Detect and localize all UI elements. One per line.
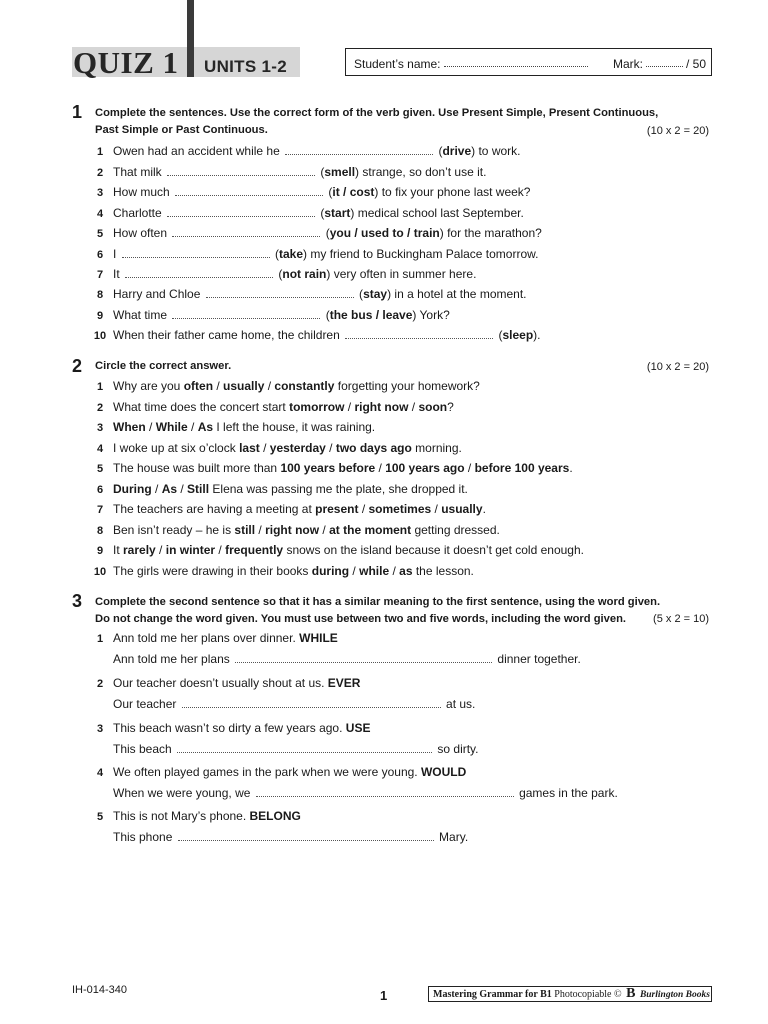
ex1-item — [87, 327, 541, 343]
publisher-logo: B — [626, 986, 636, 1001]
ex2-item — [87, 542, 584, 558]
item-text: Charlotte — [113, 206, 166, 220]
item-text: / — [349, 564, 360, 578]
ex3-item-answer — [87, 741, 479, 757]
header-divider-bar — [187, 0, 194, 77]
item-text: so dirty. — [434, 742, 479, 756]
item-number: 4 — [96, 208, 104, 220]
item-text: ) strange, so don’t use it. — [355, 165, 487, 179]
item-number: 1 — [96, 381, 104, 393]
item-text: Elena was passing me the plate, she dropped it. — [209, 482, 468, 496]
item-text: / — [319, 523, 330, 537]
item-text: ) for the marathon? — [439, 226, 542, 240]
item-text: / — [259, 441, 270, 455]
item-text: / — [264, 379, 275, 393]
item-text: Owen had an accident while he — [113, 144, 284, 158]
answer-blank[interactable] — [256, 786, 514, 797]
answer-option[interactable]: two days ago — [335, 441, 412, 455]
quiz-title: QUIZ 1 — [73, 45, 179, 80]
paren-open: ( — [317, 206, 325, 220]
item-number: 1 — [96, 633, 104, 645]
answer-blank[interactable] — [172, 226, 320, 237]
answer-blank[interactable] — [172, 308, 320, 319]
answer-option[interactable]: usually — [441, 502, 483, 516]
answer-option[interactable]: rarely — [123, 543, 156, 557]
item-text: / — [213, 379, 224, 393]
item-text: Ann told me her plans over dinner. — [113, 631, 300, 645]
answer-blank[interactable] — [122, 247, 270, 258]
item-text: ) to work. — [471, 144, 521, 158]
exercise-2-score: (10 x 2 = 20) — [646, 361, 709, 373]
mark-total: / 50 — [686, 57, 707, 71]
item-text: the lesson. — [412, 564, 474, 578]
publisher-name: Burlington Books — [639, 990, 710, 1000]
footer-code: IH-014-340 — [72, 984, 128, 996]
ex3-item-answer — [87, 785, 618, 801]
item-text: The house was built more than — [113, 461, 281, 475]
item-text: ) York? — [412, 308, 450, 322]
ex3-item-sentence — [87, 630, 338, 646]
item-text: It — [113, 543, 124, 557]
page-number: 1 — [380, 988, 388, 1003]
paren-open: ( — [325, 185, 333, 199]
ex2-item — [87, 399, 454, 415]
exercise-1-score: (10 x 2 = 20) — [646, 125, 709, 137]
item-text: ) in a hotel at the moment. — [387, 287, 527, 301]
answer-blank[interactable] — [167, 165, 315, 176]
units-subtitle: UNITS 1-2 — [204, 57, 287, 76]
item-text: That milk — [113, 165, 166, 179]
item-number: 10 — [93, 330, 107, 342]
ex1-item — [87, 286, 527, 302]
item-text: / — [358, 502, 369, 516]
paren-open: ( — [355, 287, 364, 301]
answer-option[interactable]: sometimes — [368, 502, 432, 516]
item-text: Ann told me her plans — [113, 652, 234, 666]
item-number: 3 — [96, 187, 104, 199]
answer-option[interactable]: As — [161, 482, 178, 496]
item-number: 2 — [96, 402, 104, 414]
item-text: / — [431, 502, 442, 516]
item-text: How much — [113, 185, 174, 199]
item-number: 8 — [96, 289, 104, 301]
answer-option[interactable]: soon — [418, 400, 448, 414]
item-number: 7 — [96, 504, 104, 516]
item-text: It — [113, 267, 124, 281]
ex1-item — [87, 266, 476, 282]
item-number: 5 — [96, 463, 104, 475]
item-number: 4 — [96, 443, 104, 455]
ex3-item-answer — [87, 829, 468, 845]
item-text: I woke up at six o’clock — [113, 441, 240, 455]
item-text: / — [375, 461, 386, 475]
key-word: BELONG — [249, 809, 301, 823]
student-name-label: Student’s name: — [354, 57, 441, 71]
item-text: ). — [533, 328, 541, 342]
item-text: . — [482, 502, 486, 516]
mark-field[interactable] — [646, 66, 683, 67]
item-text: / — [151, 482, 162, 496]
exercise-3-number: 3 — [72, 591, 83, 611]
exercise-3-instruction-line2: Do not change the word given. You must use between two and five words, including the word given. — [95, 613, 627, 625]
paren-open: ( — [322, 226, 330, 240]
item-text: at us. — [442, 697, 476, 711]
item-text: I — [113, 247, 120, 261]
item-text: Why are you — [113, 379, 184, 393]
answer-option[interactable]: at the moment — [329, 523, 412, 537]
item-text: ? — [447, 400, 454, 414]
item-number: 2 — [96, 167, 104, 179]
item-text: We often played games in the park when we were young. — [113, 765, 421, 779]
paren-open: ( — [271, 247, 280, 261]
paren-open: ( — [322, 308, 330, 322]
item-text: forgetting your homework? — [334, 379, 480, 393]
item-text: This beach — [113, 742, 176, 756]
answer-blank[interactable] — [235, 652, 492, 663]
item-text: This is not Mary’s phone. — [113, 809, 250, 823]
key-word: USE — [345, 721, 371, 735]
item-text: What time — [113, 308, 171, 322]
key-word: EVER — [327, 676, 361, 690]
exercise-3-score: (5 x 2 = 10) — [653, 613, 709, 625]
exercise-1-instruction: Complete the sentences. Use the correct form of the verb given. Use Present Simple, Present Continuous, Past Simple or Past Continuous. — [95, 107, 659, 136]
paren-open: ( — [317, 165, 325, 179]
ex1-item — [87, 205, 524, 221]
paren-open: ( — [275, 267, 283, 281]
item-number: 9 — [96, 310, 104, 322]
item-text: / — [145, 420, 156, 434]
verb-given: not rain — [282, 267, 327, 281]
item-text: / — [187, 420, 198, 434]
exercise-1-number: 1 — [72, 102, 83, 122]
answer-option[interactable]: last — [239, 441, 260, 455]
item-number: 3 — [96, 422, 104, 434]
item-text: Ben isn’t ready – he is — [113, 523, 235, 537]
ex1-item — [87, 184, 530, 200]
item-number: 3 — [96, 723, 104, 735]
item-text: ) very often in summer here. — [326, 267, 477, 281]
answer-blank[interactable] — [345, 328, 493, 339]
answer-option[interactable]: frequently — [225, 543, 284, 557]
item-text: / — [155, 543, 166, 557]
answer-option[interactable]: still — [234, 523, 256, 537]
ex3-item-sentence — [87, 764, 466, 780]
item-text: ) medical school last September. — [350, 206, 524, 220]
item-text: This phone — [113, 830, 176, 844]
answer-option[interactable]: 100 years before — [280, 461, 376, 475]
answer-blank[interactable] — [285, 144, 433, 155]
answer-option[interactable]: during — [311, 564, 350, 578]
verb-given: start — [324, 206, 351, 220]
item-text: How often — [113, 226, 171, 240]
ex3-item-sentence — [87, 808, 301, 824]
answer-option[interactable]: in winter — [165, 543, 216, 557]
mark-label: Mark: — [613, 57, 643, 71]
verb-given: sleep — [502, 328, 534, 342]
item-text: This beach wasn’t so dirty a few years ago. — [113, 721, 346, 735]
exercise-2-instruction: Circle the correct answer. — [95, 360, 232, 372]
key-word: WHILE — [299, 631, 338, 645]
answer-option[interactable]: While — [155, 420, 188, 434]
item-text: Our teacher doesn’t usually shout at us. — [113, 676, 328, 690]
item-text: snows on the island because it doesn’t get cold enough. — [283, 543, 584, 557]
item-text: When their father came home, the children — [113, 328, 344, 342]
item-text: The girls were drawing in their books — [113, 564, 312, 578]
answer-option[interactable]: tomorrow — [289, 400, 345, 414]
verb-given: smell — [324, 165, 356, 179]
item-text: dinner together. — [494, 652, 581, 666]
answer-blank[interactable] — [182, 697, 441, 708]
copyright-text: Photocopiable © — [554, 989, 622, 1000]
ex1-item — [87, 307, 450, 323]
item-number: 8 — [96, 525, 104, 537]
answer-option[interactable]: During — [113, 482, 152, 496]
answer-option[interactable]: usually — [223, 379, 265, 393]
item-text: Mary. — [435, 830, 469, 844]
verb-given: you / used to / train — [329, 226, 440, 240]
answer-option[interactable]: before 100 years — [474, 461, 570, 475]
answer-option[interactable]: Still — [187, 482, 210, 496]
answer-option[interactable]: yesterday — [269, 441, 326, 455]
verb-given: the bus / leave — [329, 308, 413, 322]
item-text: / — [344, 400, 355, 414]
item-text: morning. — [411, 441, 462, 455]
answer-option[interactable]: present — [315, 502, 359, 516]
student-info-box — [345, 48, 712, 76]
item-text: The teachers are having a meeting at — [113, 502, 316, 516]
ex2-item — [87, 563, 474, 579]
ex2-item — [87, 378, 480, 394]
item-number: 7 — [96, 269, 104, 281]
footer-credit-box — [428, 986, 712, 1002]
ex3-item-answer — [87, 696, 475, 712]
answer-option[interactable]: right now — [354, 400, 409, 414]
answer-option[interactable]: constantly — [274, 379, 335, 393]
ex2-item — [87, 419, 375, 435]
verb-given: drive — [442, 144, 472, 158]
ex3-item-sentence — [87, 720, 370, 736]
ex1-item — [87, 143, 520, 159]
answer-option[interactable]: while — [359, 564, 390, 578]
item-text: / — [215, 543, 226, 557]
ex2-item — [87, 481, 468, 497]
item-number: 1 — [96, 146, 104, 158]
ex2-item — [87, 522, 500, 538]
item-number: 2 — [96, 678, 104, 690]
answer-blank[interactable] — [177, 742, 432, 753]
item-number: 6 — [96, 249, 104, 261]
item-text: I left the house, it was raining. — [213, 420, 376, 434]
ex1-item — [87, 164, 486, 180]
item-text: / — [325, 441, 336, 455]
answer-blank[interactable] — [206, 287, 354, 298]
paren-open: ( — [435, 144, 443, 158]
exercise-3-instruction-line1: Complete the second sentence so that it has a similar meaning to the first sentence, using the word given. — [95, 596, 661, 608]
student-name-field[interactable] — [444, 66, 588, 67]
item-text: / — [389, 564, 400, 578]
ex3-item-answer — [87, 651, 581, 667]
key-word: WOULD — [420, 765, 467, 779]
book-title: Mastering Grammar for B1 — [433, 989, 552, 1000]
ex3-item-sentence — [87, 675, 360, 691]
item-text: / — [464, 461, 475, 475]
answer-blank[interactable] — [178, 830, 434, 841]
paren-open: ( — [495, 328, 503, 342]
ex2-item — [87, 440, 462, 456]
item-text: games in the park. — [515, 786, 618, 800]
item-text: Harry and Chloe — [113, 287, 204, 301]
item-text: When we were young, we — [113, 786, 254, 800]
item-text: / — [255, 523, 266, 537]
item-number: 5 — [96, 811, 104, 823]
item-text: ) my friend to Buckingham Palace tomorrow. — [303, 247, 539, 261]
item-text: . — [569, 461, 573, 475]
exercise-2-number: 2 — [72, 356, 83, 376]
item-text: / — [177, 482, 188, 496]
answer-option[interactable]: 100 years ago — [385, 461, 465, 475]
item-text: / — [408, 400, 419, 414]
ex1-item — [87, 246, 538, 262]
answer-option[interactable]: right now — [265, 523, 320, 537]
item-number: 5 — [96, 228, 104, 240]
item-text: ) to fix your phone last week? — [374, 185, 531, 199]
ex1-item — [87, 225, 542, 241]
verb-given: stay — [363, 287, 388, 301]
answer-option[interactable]: As — [197, 420, 214, 434]
item-text: Our teacher — [113, 697, 180, 711]
item-text: getting dressed. — [411, 523, 500, 537]
answer-option[interactable]: When — [113, 420, 146, 434]
verb-given: take — [279, 247, 304, 261]
ex2-item — [87, 501, 486, 517]
item-number: 10 — [93, 566, 107, 578]
item-number: 9 — [96, 545, 104, 557]
verb-given: it / cost — [332, 185, 375, 199]
answer-option[interactable]: as — [399, 564, 413, 578]
answer-blank[interactable] — [167, 206, 315, 217]
ex2-item — [87, 460, 573, 476]
answer-blank[interactable] — [125, 267, 273, 278]
item-number: 6 — [96, 484, 104, 496]
answer-option[interactable]: often — [183, 379, 214, 393]
item-number: 4 — [96, 767, 104, 779]
item-text: What time does the concert start — [113, 400, 290, 414]
answer-blank[interactable] — [175, 185, 323, 196]
